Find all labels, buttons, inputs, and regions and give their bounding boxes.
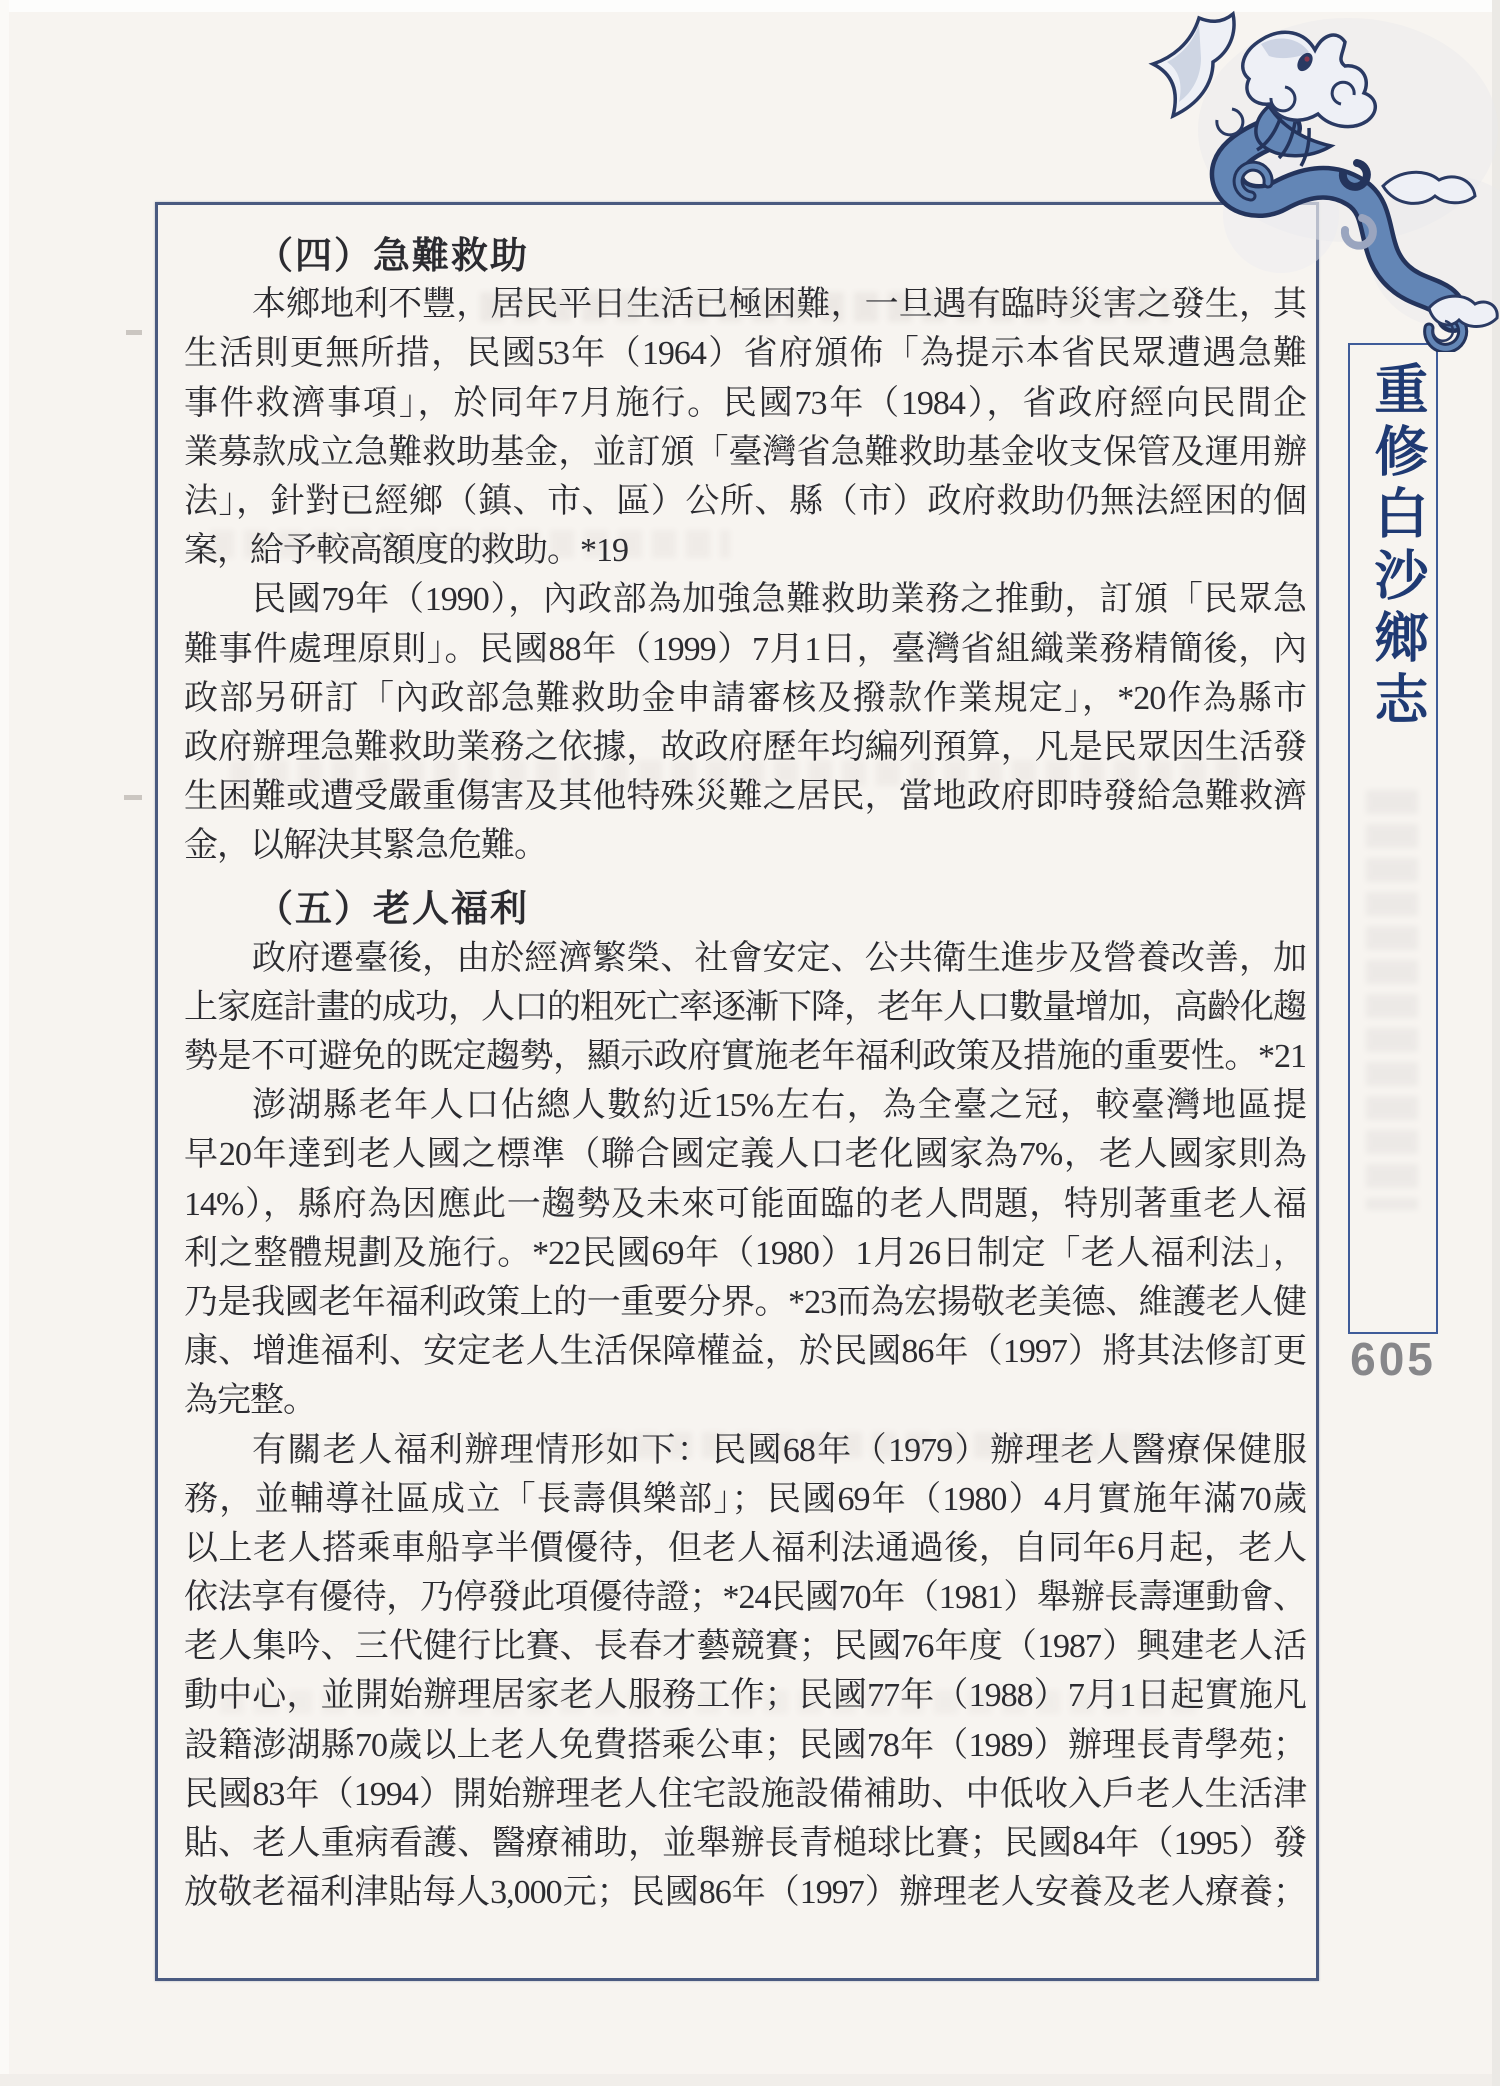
text-line: 貼、老人重病看護、醫療補助，並舉辦長青槌球比賽；民國84年（1995）發	[184, 1825, 1306, 1862]
text-line: 業募款成立急難救助基金，並訂頒「臺灣省急難救助基金收支保管及運用辦	[184, 433, 1306, 471]
text-line: 法」，針對已經鄉（鎮、市、區）公所、縣（市）政府救助仍無法經困的個	[184, 482, 1306, 520]
text-line: 勢是不可避免的既定趨勢，顯示政府實施老年福利政策及措施的重要性。*21	[184, 1038, 1306, 1075]
text-line: 生活則更無所措，民國53年（1964）省府頒佈「為提示本省民眾遭遇急難	[184, 335, 1306, 373]
text-line: 動中心，並開始辦理居家老人服務工作；民國77年（1988）7月1日起實施凡	[184, 1677, 1306, 1715]
text-line: 上家庭計畫的成功，人口的粗死亡率逐漸下降，老年人口數量增加，高齡化趨	[184, 988, 1306, 1026]
scan-edge	[0, 0, 9, 2086]
text-line: 依法享有優待，乃停發此項優待證；*24民國70年（1981）舉辦長壽運動會、	[184, 1579, 1306, 1617]
text-line: 放敬老福利津貼每人3,000元；民國86年（1997）辦理老人安養及老人療養；	[184, 1874, 1306, 1912]
text-line: 本鄉地利不豐，居民平日生活已極困難，一旦遇有臨時災害之發生，其	[252, 286, 1306, 324]
page-number: 605	[1350, 1333, 1436, 1385]
text-line: 早20年達到老人國之標準（聯合國定義人口老化國家為7%，老人國家則為	[184, 1136, 1306, 1174]
text-line: 老人集吟、三代健行比賽、長春才藝競賽；民國76年度（1987）興建老人活	[184, 1628, 1306, 1666]
text-line: 康、增進福利、安定老人生活保障權益，於民國86年（1997）將其法修訂更	[184, 1333, 1306, 1371]
text-line: 乃是我國老年福利政策上的一重要分界。*23而為宏揚敬老美德、維護老人健	[184, 1283, 1306, 1321]
section-heading: （五）老人福利	[256, 888, 529, 930]
dragon-cloud-ornament	[1133, 0, 1500, 352]
text-line: 利之整體規劃及施行。*22民國69年（1980）1月26日制定「老人福利法」，	[184, 1234, 1306, 1272]
spine-title-box	[1348, 343, 1438, 1334]
text-line: 民國79年（1990），內政部為加強急難救助業務之推動，訂頒「民眾急	[252, 581, 1306, 619]
content-frame	[155, 202, 1319, 1981]
text-line: 政府辦理急難救助業務之依據，故政府歷年均編列預算，凡是民眾因生活發	[184, 728, 1306, 766]
text-line: 生困難或遭受嚴重傷害及其他特殊災難之居民，當地政府即時發給急難救濟	[184, 778, 1306, 816]
text-line: 為完整。	[184, 1382, 316, 1420]
text-line: 案，給予較高額度的救助。*19	[184, 532, 628, 570]
text-line: 有關老人福利辦理情形如下：民國68年（1979）辦理老人醫療保健服	[252, 1431, 1306, 1469]
text-line: 金，以解決其緊急危難。	[184, 827, 547, 865]
text-line: 澎湖縣老年人口佔總人數約近15%左右，為全臺之冠，較臺灣地區提	[252, 1087, 1306, 1125]
scan-edge	[0, 2074, 1500, 2086]
text-line: 設籍澎湖縣70歲以上老人免費搭乘公車；民國78年（1989）辦理長青學苑；	[184, 1726, 1306, 1764]
body-text	[184, 231, 1306, 1917]
scan-artifact	[124, 795, 142, 800]
spine-title: 重修白沙鄉志	[1367, 361, 1427, 733]
text-line: 以上老人搭乘車船享半價優待，但老人福利法通過後，自同年6月起，老人	[184, 1529, 1306, 1567]
text-line: 民國83年（1994）開始辦理老人住宅設施設備補助、中低收入戶老人生活津	[184, 1775, 1306, 1813]
text-line: 難事件處理原則」。民國88年（1999）7月1日，臺灣省組織業務精簡後，內	[184, 630, 1306, 668]
text-line: 事件救濟事項」，於同年7月施行。民國73年（1984），省政府經向民間企	[184, 384, 1306, 422]
section-heading: （四）急難救助	[256, 235, 529, 276]
text-line: 務，並輔導社區成立「長壽俱樂部」；民國69年（1980）4月實施年滿70歲	[184, 1480, 1306, 1518]
text-line: 政部另研訂「內政部急難救助金申請審核及撥款作業規定」，*20作為縣市	[184, 679, 1306, 717]
text-line: 14%），縣府為因應此一趨勢及未來可能面臨的老人問題，特別著重老人福	[184, 1185, 1306, 1223]
scan-artifact	[126, 330, 142, 335]
text-line: 政府遷臺後，由於經濟繁榮、社會安定、公共衛生進步及營養改善，加	[252, 939, 1306, 977]
